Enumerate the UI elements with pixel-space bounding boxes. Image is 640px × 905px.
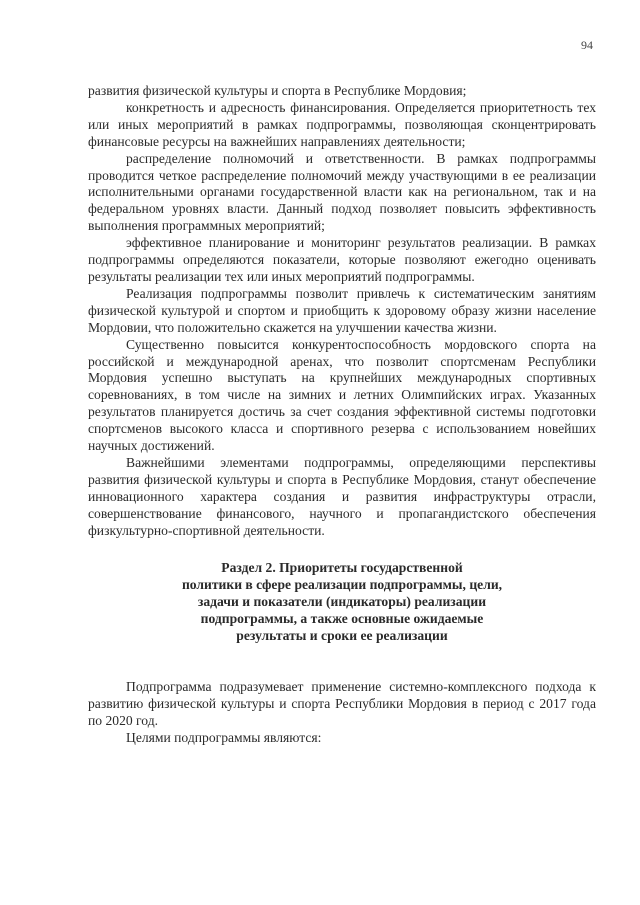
- page-number: 94: [581, 38, 593, 52]
- paragraph: развития физической культуры и спорта в Республике Мордовия;: [88, 83, 467, 98]
- paragraph: Реализация подпрограммы позволит привлечь к систематическим занятиям физической культурой и спортом и приобщить к здоровому образу жизни население Мордовии, что положительно скажется на улучшении качества жизни.: [88, 285, 596, 335]
- paragraph: эффективное планирование и мониторинг результатов реализации. В рамках подпрограммы определяются показатели, которые позволяют ежегодно оценивать результаты реализации тех или иных мероприятий подпрограммы.: [88, 235, 596, 284]
- section-heading: [88, 560, 596, 645]
- paragraph: распределение полномочий и ответственности. В рамках подпрограммы проводится четкое распределение полномочий между участвующими в ее реализации исполнительными органами государственной власти как на региональном, так и на федеральном уровнях власти. Данный подход позволяет повысить эффективность выполнения программных мероприятий;: [88, 150, 596, 234]
- section-heading-line: задачи и показатели (индикаторы) реализации: [197, 594, 487, 610]
- paragraph: Подпрограмма подразумевает применение системно-комплексного подхода к развитию физической культуры и спорта Республики Мордовия в период с 2017 года по 2020 год.: [88, 679, 596, 728]
- section-heading-line: Раздел 2. Приоритеты государственной: [221, 560, 463, 576]
- spacer: [88, 645, 596, 679]
- document-body: [88, 83, 596, 747]
- paragraph: Важнейшими элементами подпрограммы, определяющими перспективы развития физической культуры и спорта в Республике Мордовия, станут обеспечение инновационного характера создания и развития инфраструктуры отрасли, совершенствование финансового, научного и пропагандистского обеспечения физкультурно-спортивной деятельности.: [88, 454, 596, 538]
- section-heading-line: подпрограммы, а также основные ожидаемые: [200, 611, 484, 627]
- paragraph: Существенно повысится конкурентоспособность мордовского спорта на российской и международной аренах, что позволит спортсменам Республики Мордовия успешно выступать на крупнейших международных спортивных соревнованиях, в том числе на зимних и летних Олимпийских играх. Указанных результатов планируется достичь за счет создания эффективной системы подготовки спортсменов высокого класса и спортивного резерва с использованием новейших научных достижений.: [88, 336, 596, 454]
- paragraph: конкретность и адресность финансирования. Определяется приоритетность тех или иных мероприятий в рамках подпрограммы, позволяющая сконцентрировать финансовые ресурсы на важнейших направлениях деятельности;: [88, 99, 596, 149]
- section-heading-line: политики в сфере реализации подпрограммы, цели,: [181, 577, 503, 593]
- section-heading-line: результаты и сроки ее реализации: [236, 628, 448, 644]
- paragraph: Целями подпрограммы являются:: [126, 729, 322, 745]
